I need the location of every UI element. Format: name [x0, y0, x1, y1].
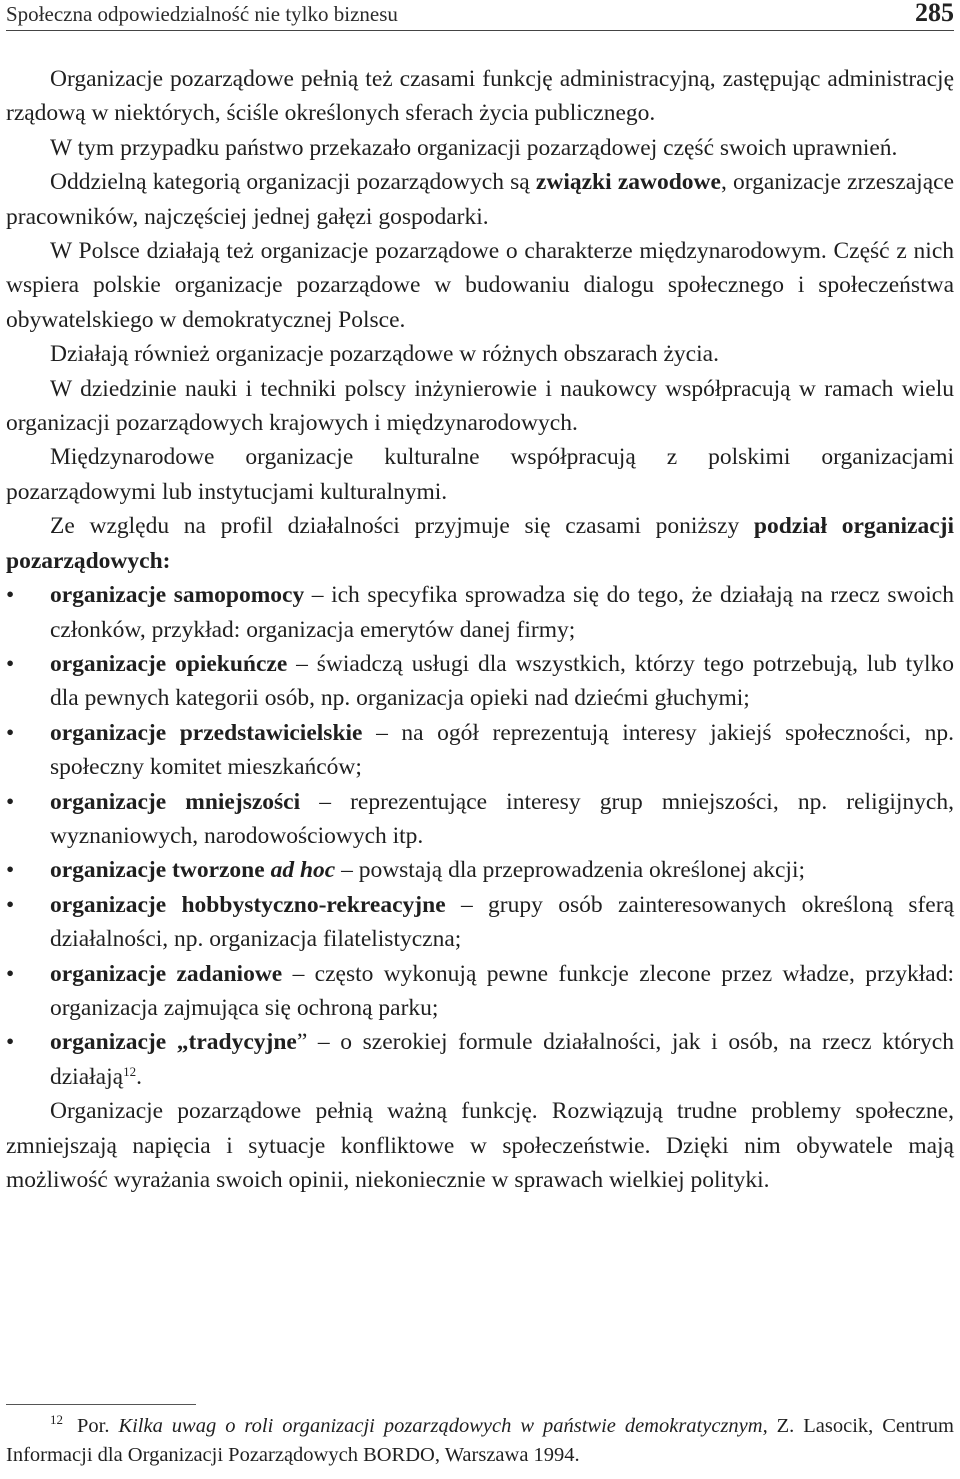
cited-title: Kilka uwag o roli organizacji pozarządowych w państwie demokratycznym,	[118, 1415, 768, 1437]
page-number: 285	[915, 0, 954, 27]
footnote-text	[6, 1412, 954, 1470]
bullet-list	[6, 578, 954, 1094]
list-item	[6, 578, 954, 647]
bold-term: organizacje zadaniowe	[50, 960, 283, 987]
paragraph	[6, 509, 954, 578]
text-run: – reprezentujące interesy grup mniejszości, np. religijnych, wyznaniowych, narodowościowych itp.	[50, 788, 954, 849]
list-item	[6, 957, 954, 1026]
text-run: – często wykonują pewne funkcje zlecone przez władze, przykład: organizacja zajmująca się ochroną parku;	[50, 960, 954, 1021]
text-run: – na ogół reprezentują interesy jakiejś społeczności, np. społeczny komitet mieszkańców;	[50, 719, 955, 781]
bold-term: organizacje hobbystyczno-rekreacyjne	[50, 891, 446, 918]
list-item	[6, 716, 954, 785]
list-item	[6, 888, 954, 957]
text-run: .	[136, 1063, 142, 1090]
page-header	[6, 0, 954, 31]
italic-term: ad hoc	[270, 857, 336, 884]
paragraph: Organizacje pozarządowe pełnią ważną funkcję. Rozwiązują trudne problemy społeczne, zmniejszają napięcia i sytuacje konfliktowe w społeczeństwie. Dzięki nim obywatele mają możliwość wyrażania swoich opinii, niekoniecznie w sprawach wielkiej polityki.	[6, 1098, 954, 1193]
list-item	[6, 785, 954, 854]
footnote-mark: 12	[50, 1412, 63, 1427]
text-run: Z. Lasocik, Centrum Informacji dla Organizacji Pozarządowych BORDO, Warszawa 1994.	[6, 1415, 954, 1466]
paragraph: W dziedzinie nauki i techniki polscy inżynierowie i naukowcy współpracują w ramach wielu organizacji pozarządowych krajowych i międzynarodowych.	[6, 375, 954, 437]
bold-term: organizacje „tradycyjne	[50, 1029, 297, 1056]
bold-term: organizacje tworzone	[50, 857, 271, 884]
paragraph: Organizacje pozarządowe pełnią też czasami funkcję administracyjną, zastępując administrację rządową w niektórych, ściśle określonych sferach życia publicznego.	[6, 66, 954, 127]
text-run: Ze względu na profil działalności przyjmuje się czasami poniższy	[50, 513, 754, 540]
paragraph: W Polsce działają też organizacje pozarządowe o charakterze międzynarodowym. Część z nich wspiera polskie organizacje pozarządowe w budowaniu dialogu społecznego i społeczeństwa obywatelskiego w demokratycznej Polsce.	[6, 238, 954, 333]
footnote-divider	[6, 1404, 196, 1405]
bold-term: organizacje opiekuńcze	[50, 650, 288, 677]
bold-term: organizacje samopomocy	[50, 582, 305, 609]
paragraph: Międzynarodowe organizacje kulturalne współpracują z polskimi organizacjami pozarządowymi lub instytucjami kulturalnymi.	[6, 444, 954, 505]
list-item	[6, 853, 954, 887]
bold-term: organizacje przedstawicielskie	[50, 719, 363, 746]
list-item	[6, 1025, 954, 1094]
footnote-ref[interactable]: 12	[123, 1063, 137, 1079]
list-item	[6, 647, 954, 716]
running-head: Społeczna odpowiedzialność nie tylko biznesu	[6, 2, 398, 26]
paragraph: Działają również organizacje pozarządowe w różnych obszarach życia.	[50, 341, 719, 368]
text-run: – grupy osób zainteresowanych określoną sferą działalności, np. organizacja filatelistyczna;	[50, 891, 954, 953]
text-run: Oddzielną kategorią organizacji pozarządowych są	[50, 169, 536, 196]
text-run: ” – o szerokiej formule działalności, jak i osób, na rzecz których działają	[50, 1029, 954, 1090]
text-run: – ich specyfika sprowadza się do tego, że działają na rzecz swoich członków, przykład: organizacja emerytów danej firmy;	[50, 582, 954, 643]
text-run: Por.	[77, 1415, 119, 1437]
main-text	[6, 62, 954, 1197]
footnote	[6, 1412, 954, 1470]
paragraph: W tym przypadku państwo przekazało organizacji pozarządowej część swoich uprawnień.	[50, 134, 898, 161]
text-run: , organizacje zrzeszające pracowników, najczęściej jednej gałęzi gospodarki.	[6, 169, 955, 230]
bold-term: związki zawodowe	[535, 169, 721, 196]
text-run: – świadczą usługi dla wszystkich, którzy tego potrzebują, lub tylko dla pewnych kategorii osób, np. organizacja opieki nad dziećmi głuchymi;	[50, 650, 954, 712]
text-run: – powstają dla przeprowadzenia określonej akcji;	[335, 857, 806, 884]
paragraph	[6, 165, 954, 234]
bold-term: organizacje mniejszości	[50, 788, 301, 815]
bold-term: podział organizacji pozarządowych:	[6, 513, 954, 574]
